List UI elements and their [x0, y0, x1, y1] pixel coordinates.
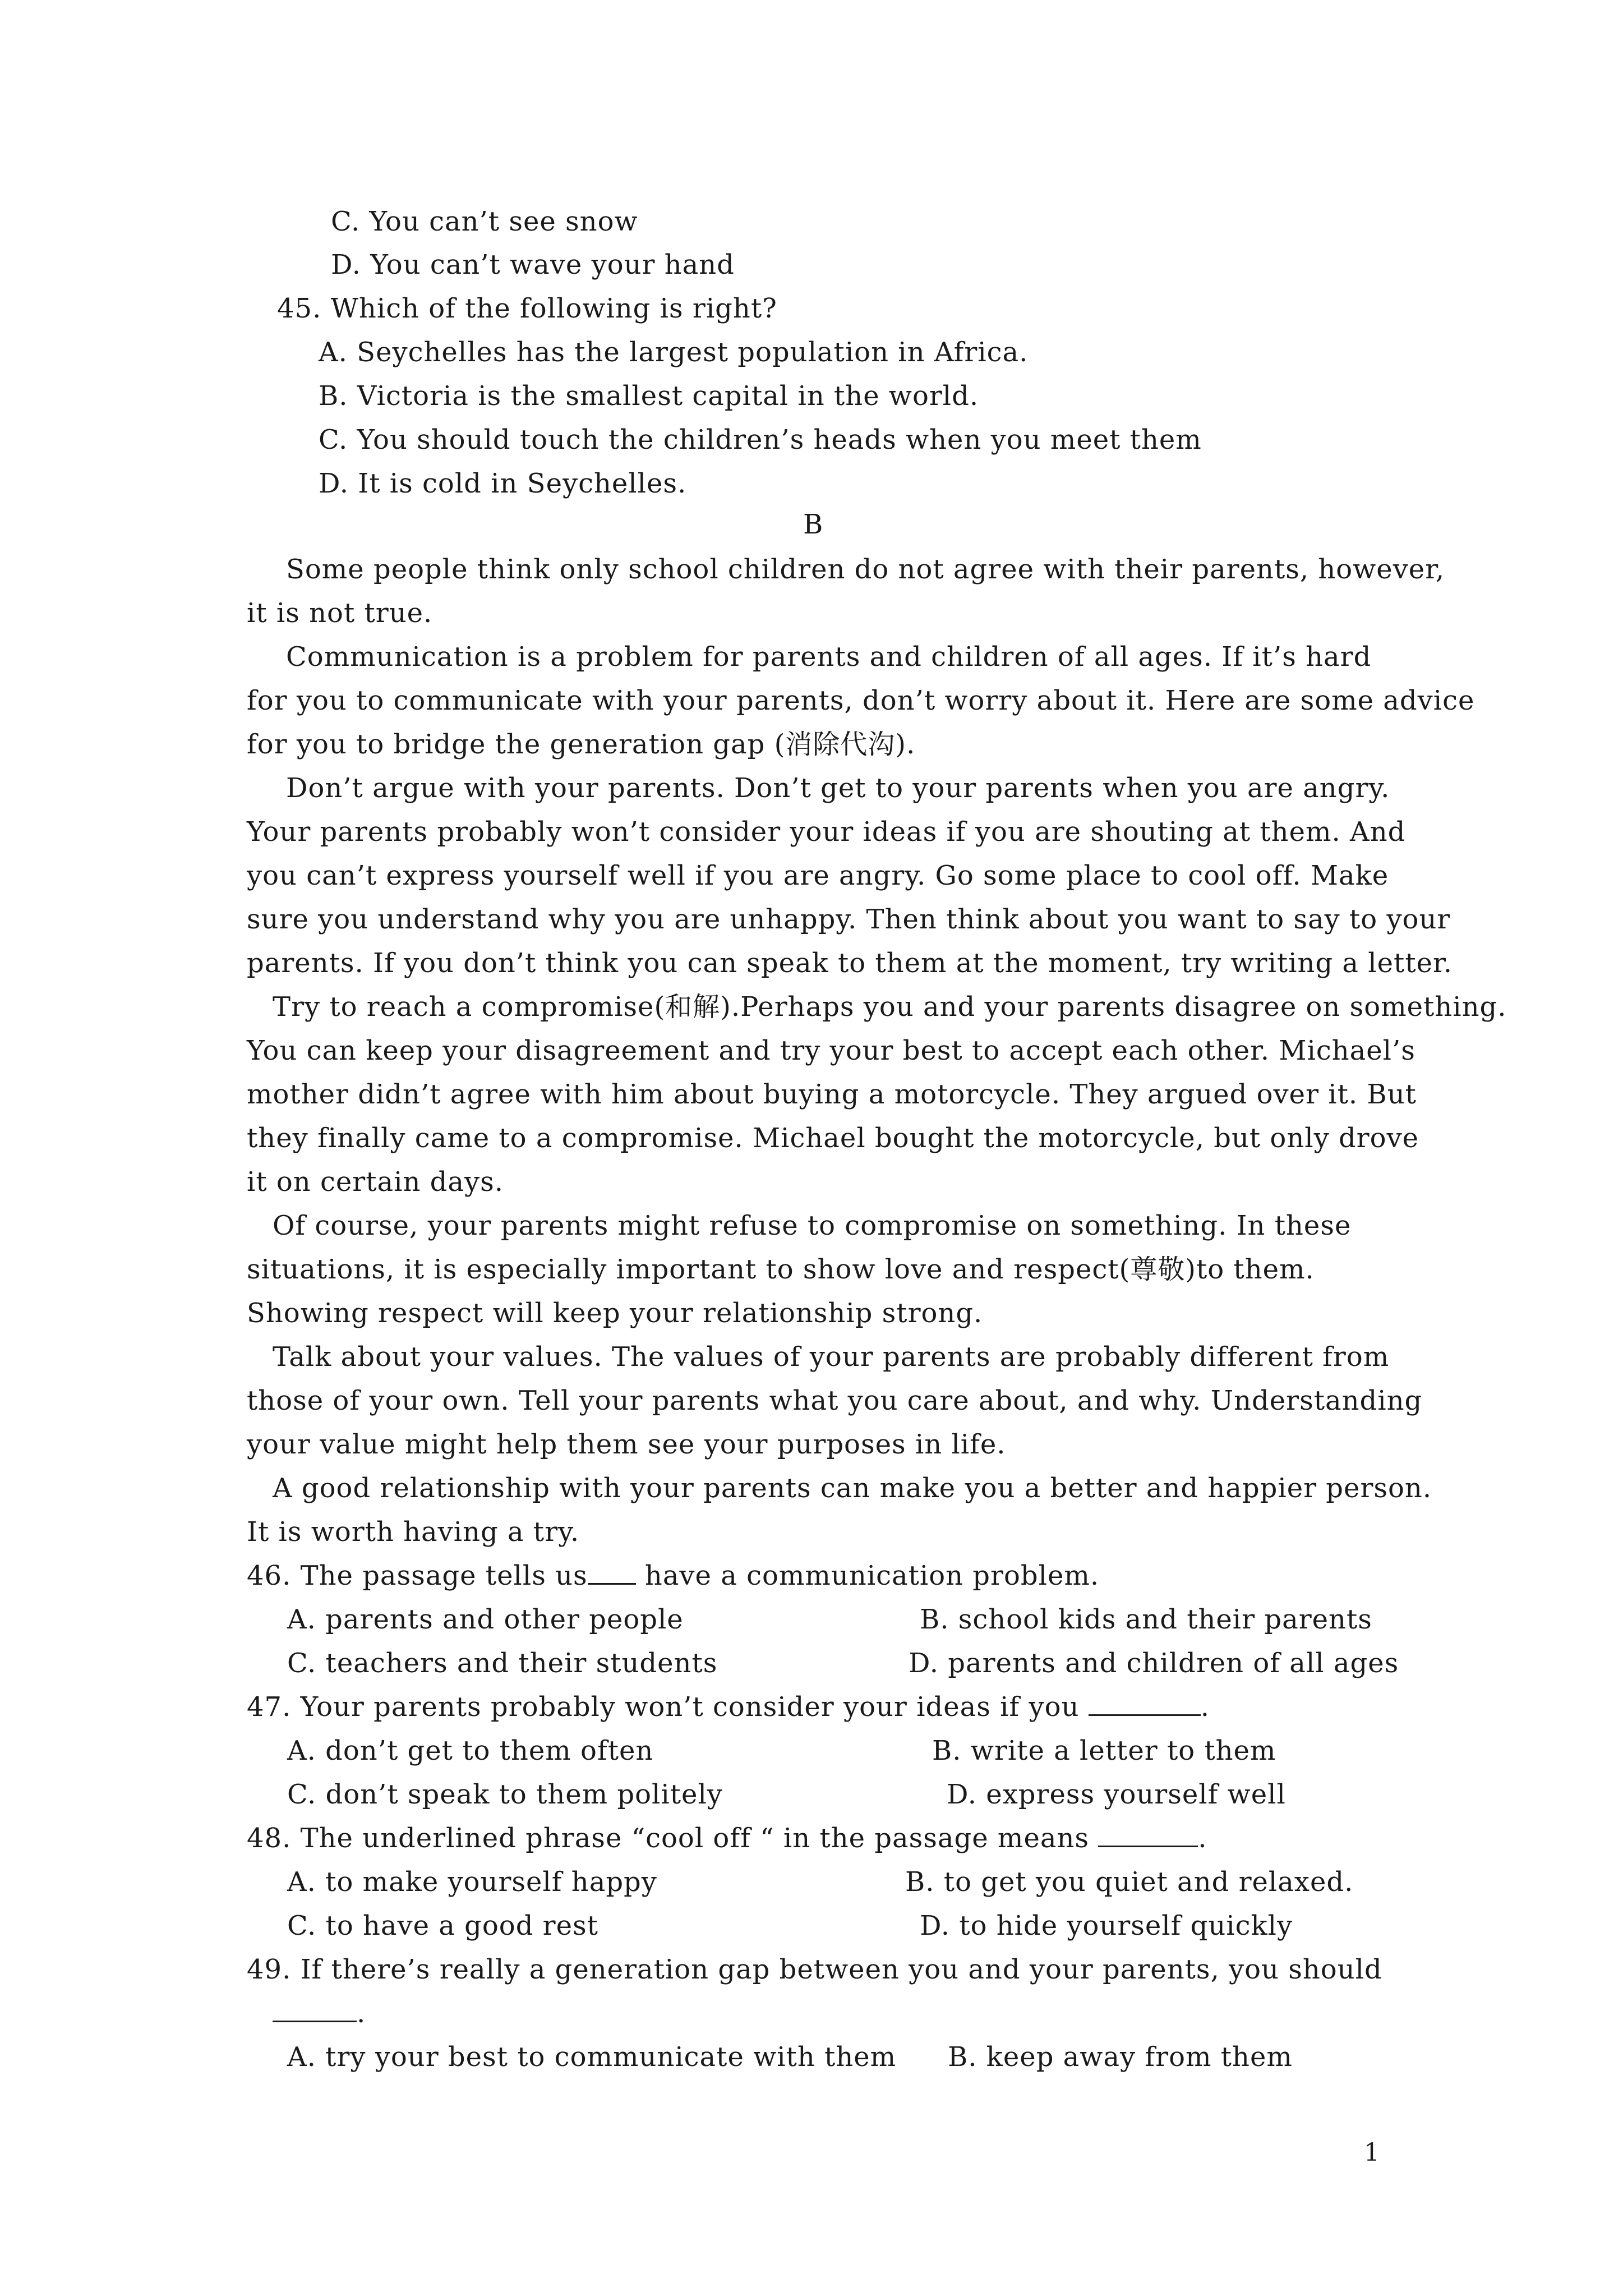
passage-line: It is worth having a try.	[247, 1516, 580, 1548]
q46-option-c: C. teachers and their students	[287, 1648, 718, 1679]
passage-line: sure you understand why you are unhappy. Then think about you want to say to your	[247, 904, 1451, 935]
passage-line: situations, it is especially important to show love and respect(尊敬)to them.	[247, 1254, 1315, 1285]
passage-line: Try to reach a compromise(和解).Perhaps you and your parents disagree on something.	[273, 991, 1507, 1023]
q46-stem	[247, 1559, 1099, 1593]
passage-line: they finally came to a compromise. Michael bought the motorcycle, but only drove	[247, 1122, 1419, 1154]
passage-line: your value might help them see your purposes in life.	[247, 1429, 1006, 1460]
section-label: B	[803, 509, 823, 540]
q47-stem-post: .	[1200, 1691, 1210, 1723]
q47-option-b: B. write a letter to them	[932, 1735, 1276, 1766]
q45-option-a: A. Seychelles has the largest population in Africa.	[319, 337, 1029, 368]
q46-stem-pre: 46. The passage tells us	[247, 1560, 588, 1591]
q49-option-b: B. keep away from them	[948, 2041, 1293, 2073]
answer-blank	[588, 1583, 636, 1585]
q45-option-b: B. Victoria is the smallest capital in the world.	[319, 380, 979, 412]
answer-blank	[1089, 1714, 1201, 1716]
passage-line: A good relationship with your parents can make you a better and happier person.	[273, 1473, 1432, 1504]
q44-option-d: D. You can’t wave your hand	[331, 249, 735, 280]
passage-line: Don’t argue with your parents. Don’t get to your parents when you are angry.	[286, 772, 1390, 804]
passage-line: Communication is a problem for parents and children of all ages. If it’s hard	[286, 641, 1372, 673]
q49-stem: 49. If there’s really a generation gap between you and your parents, you should	[247, 1954, 1382, 1985]
passage-line: mother didn’t agree with him about buying a motorcycle. They argued over it. But	[247, 1079, 1417, 1110]
passage-line: Showing respect will keep your relationship strong.	[247, 1297, 983, 1329]
passage-line: Some people think only school children do not agree with their parents, however,	[286, 554, 1445, 585]
page-number: 1	[1364, 2138, 1380, 2167]
q46-option-b: B. school kids and their parents	[920, 1604, 1372, 1635]
passage-line: Of course, your parents might refuse to compromise on something. In these	[273, 1210, 1352, 1241]
q47-option-d: D. express yourself well	[947, 1779, 1286, 1810]
q48-option-c: C. to have a good rest	[287, 1910, 598, 1941]
q48-stem-post: .	[1198, 1823, 1207, 1854]
answer-blank	[273, 2021, 357, 2022]
q49-stem-post: .	[357, 1998, 366, 2029]
q48-stem-pre: 48. The underlined phrase “cool off “ in the passage means	[247, 1823, 1099, 1854]
q45-option-c: C. You should touch the children’s heads when you meet them	[319, 424, 1202, 455]
passage-line: parents. If you don’t think you can speak to them at the moment, try writing a letter.	[247, 947, 1453, 979]
q46-option-a: A. parents and other people	[287, 1604, 684, 1635]
passage-line: those of your own. Tell your parents what you care about, and why. Understanding	[247, 1385, 1423, 1416]
q47-option-c: C. don’t speak to them politely	[287, 1779, 723, 1810]
q49-blank-line	[273, 1996, 366, 2030]
passage-line: You can keep your disagreement and try your best to accept each other. Michael’s	[247, 1035, 1415, 1066]
q49-option-a: A. try your best to communicate with them	[287, 2041, 897, 2073]
q46-stem-post: have a communication problem.	[635, 1560, 1100, 1591]
q45-option-d: D. It is cold in Seychelles.	[319, 468, 687, 499]
q47-option-a: A. don’t get to them often	[287, 1735, 654, 1766]
passage-line: it is not true.	[247, 597, 433, 629]
q48-option-d: D. to hide yourself quickly	[920, 1910, 1293, 1941]
q46-option-d: D. parents and children of all ages	[909, 1648, 1399, 1679]
q47-stem	[247, 1690, 1210, 1724]
q48-stem	[247, 1821, 1207, 1855]
q47-stem-pre: 47. Your parents probably won’t consider your ideas if you	[247, 1691, 1089, 1723]
passage-line: Talk about your values. The values of your parents are probably different from	[273, 1341, 1390, 1373]
answer-blank	[1098, 1846, 1198, 1847]
passage-line: for you to bridge the generation gap (消除代沟).	[247, 729, 916, 760]
q45-stem: 45. Which of the following is right?	[277, 293, 777, 324]
q48-option-b: B. to get you quiet and relaxed.	[905, 1866, 1354, 1898]
q48-option-a: A. to make yourself happy	[287, 1866, 657, 1898]
passage-line: you can’t express yourself well if you are angry. Go some place to cool off. Make	[247, 860, 1389, 891]
passage-line: for you to communicate with your parents, don’t worry about it. Here are some advice	[247, 685, 1475, 716]
passage-line: it on certain days.	[247, 1166, 504, 1198]
passage-line: Your parents probably won’t consider your ideas if you are shouting at them. And	[247, 816, 1406, 848]
q44-option-c: C. You can’t see snow	[331, 206, 638, 237]
